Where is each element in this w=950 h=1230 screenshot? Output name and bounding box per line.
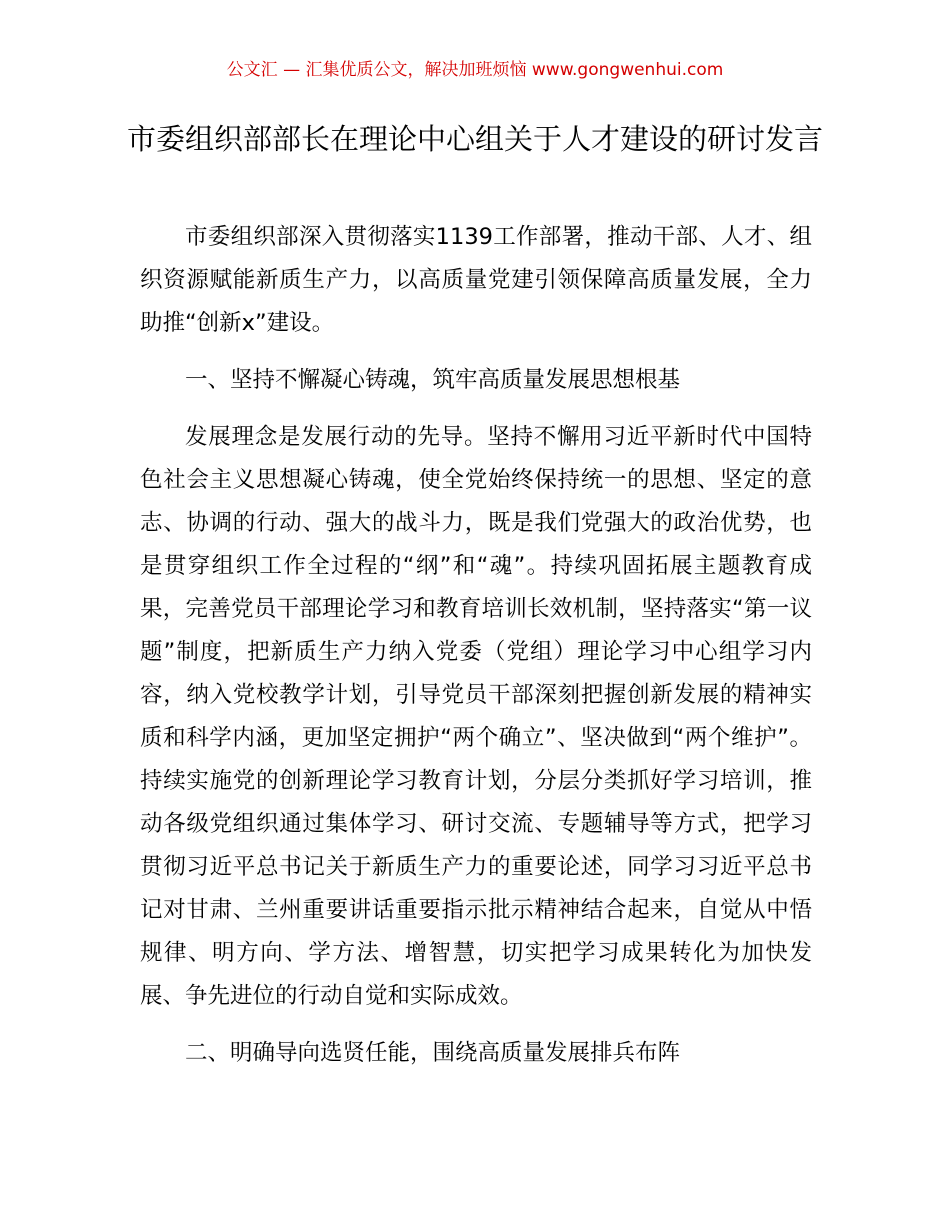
section-1-paragraph: 发展理念是发展行动的先导。坚持不懈用习近平新时代中国特色社会主义思想凝心铸魂，使全党始终保持统一的思想、坚定的意志、协调的行动、强大的战斗力，既是我们党强大的政治优势，也是贯穿组织工作全过程的“纲”和“魂”。持续巩固拓展主题教育成果，完善党员干部理论学习和教育培训长效机制，坚持落实“第一议题”制度，把新质生产力纳入党委（党组）理论学习中心组学习内容，纳入党校教学计划，引导党员干部深刻把握创新发展的精神实质和科学内涵，更加坚定拥护“两个确立”、坚决做到“两个维护”。持续实施党的创新理论学习教育计划，分层分类抓好学习培训，推动各级党组织通过集体学习、研讨交流、专题辅导等方式，把学习贯彻习近平总书记关于新质生产力的重要论述，同学习习近平总书记对甘肃、兰州重要讲话重要指示批示精神结合起来，自觉从中悟规律、明方向、学方法、增智慧，切实把学习成果转化为加快发展、争先进位的行动自觉和实际成效。 (140, 424, 812, 1009)
document-body (140, 216, 812, 1089)
document-title: 市委组织部部长在理论中心组关于人才建设的研讨发言 (126, 122, 823, 156)
section-heading-2: 二、明确导向选贤任能，围绕高质量发展排兵布阵 (185, 1040, 681, 1066)
website-header-link[interactable]: 公文汇 — 汇集优质公文，解决加班烦恼 www.gongwenhui.com (226, 60, 724, 80)
section-heading-1: 一、坚持不懈凝心铸魂，筑牢高质量发展思想根基 (185, 367, 681, 393)
intro-paragraph: 市委组织部深入贯彻落实1139工作部署，推动干部、人才、组织资源赋能新质生产力，以高质量党建引领保障高质量发展，全力助推“创新x”建设。 (140, 224, 812, 336)
